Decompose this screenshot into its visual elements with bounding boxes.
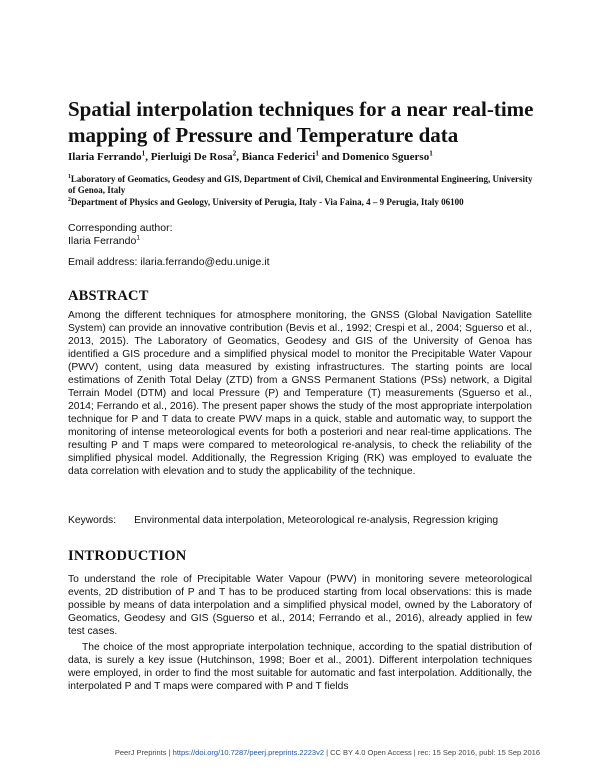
author-affiliation-mark: 1: [315, 149, 319, 158]
corresponding-name: Ilaria Ferrando: [68, 235, 137, 247]
doi-link[interactable]: https://doi.org/10.7287/peerj.preprints.2223v2: [172, 748, 325, 757]
corresponding-mark: 1: [136, 234, 141, 242]
author-affiliation-mark: 2: [232, 149, 237, 158]
footer-suffix: | CC BY 4.0 Open Access | rec: 15 Sep 2016, publ: 15 Sep 2016: [324, 748, 540, 757]
affiliation-1: [68, 174, 538, 196]
footer-prefix: PeerJ Preprints |: [114, 748, 173, 757]
author-separator: ,: [145, 151, 151, 163]
affiliation-2: [68, 197, 538, 208]
author-affiliation-mark: 1: [141, 149, 146, 158]
affiliation-mark: 1: [68, 174, 71, 180]
paper-title: Spatial interpolation techniques for a near real-time mapping of Pressure and Temperature data: [68, 97, 534, 147]
keywords-line: [68, 515, 498, 526]
author-name: Pierluigi De Rosa: [150, 151, 233, 163]
introduction-heading: INTRODUCTION: [68, 548, 187, 564]
author-separator: and: [318, 151, 343, 163]
affiliation-text: Laboratory of Geomatics, Geodesy and GIS, Department of Civil, Chemical and Environmental Engineering, University of Genoa, Italy: [68, 174, 533, 195]
author-separator: ,: [236, 151, 242, 163]
email-address: Email address: ilaria.ferrando@edu.unige.it: [68, 256, 270, 268]
introduction-paragraph-2: The choice of the most appropriate interpolation technique, according to the spatial distribution of data, is surely a key issue (Hutchinson, 1998; Boer et al., 2001). Different interpolation techniques were employed, in order to find the most suitable for automatic and fast interpolation. Additionally, the interpolated P and T maps were compared with P and T fields: [68, 642, 532, 692]
introduction-paragraph-1: To understand the role of Precipitable Water Vapour (PWV) in monitoring severe meteorological events, 2D distribution of P and T has to be produced starting from local observations: this is made possible by means of data interpolation and a simplified physical model, owned by the Laboratory of Geomatics, Geodesy and GIS (Sguerso et al., 2014; Ferrando et al., 2016), already applied in few test cases.: [68, 574, 532, 637]
corresponding-name-line: [68, 235, 172, 248]
preprint-footer: [60, 748, 540, 757]
author-name: Ilaria Ferrando: [68, 151, 142, 163]
corresponding-author: [68, 222, 172, 248]
abstract-text: Among the different techniques for atmosphere monitoring, the GNSS (Global Navigation Satellite System) can provide an innovative contribution (Bevis et al., 1992; Crespi et al., 2004; Sguerso et al., 2013, 2015). The Laboratory of Geomatics, Geodesy and GIS of the University of Genoa has identified a GIS procedure and a simplified physical model to monitor the Precipitable Water Vapour (PWV) content, using data measured by existing infrastructures. The starting points are local estimations of Zenith Total Delay (ZTD) from a GNSS Permanent Stations (PSs) network, a Digital Terrain Model (DTM) and local Pressure (P) and Temperature (T) measurements (Sguerso et al., 2014; Ferrando et al., 2016). The present paper shows the study of the most appropriate interpolation technique for P and T data to create PWV maps in a quick, stable and automatic way, to support the monitoring of intense meteorological events for both a posteriori and near real-time applications. The resulting P and T maps were compared to meteorological re-analysis, to check the reliability of the simplified physical model. Additionally, the Regression Kriging (RK) was employed to evaluate the data correlation with elevation and to study the applicability of the technique.: [68, 310, 532, 477]
keywords-label: Keywords:: [68, 515, 117, 526]
author-name: Bianca Federici: [241, 151, 316, 163]
abstract-heading: ABSTRACT: [68, 288, 149, 304]
affiliation-mark: 2: [68, 197, 71, 203]
corresponding-label: Corresponding author:: [68, 222, 173, 234]
author-name: Domenico Sguerso: [342, 151, 430, 163]
author-affiliation-mark: 1: [429, 149, 433, 158]
affiliation-text: Department of Physics and Geology, University of Perugia, Italy - Via Faina, 4 – 9 Perugia, Italy 06100: [70, 197, 464, 207]
author-list: [68, 151, 433, 163]
keywords-value: Environmental data interpolation, Meteorological re-analysis, Regression kriging: [134, 515, 499, 526]
